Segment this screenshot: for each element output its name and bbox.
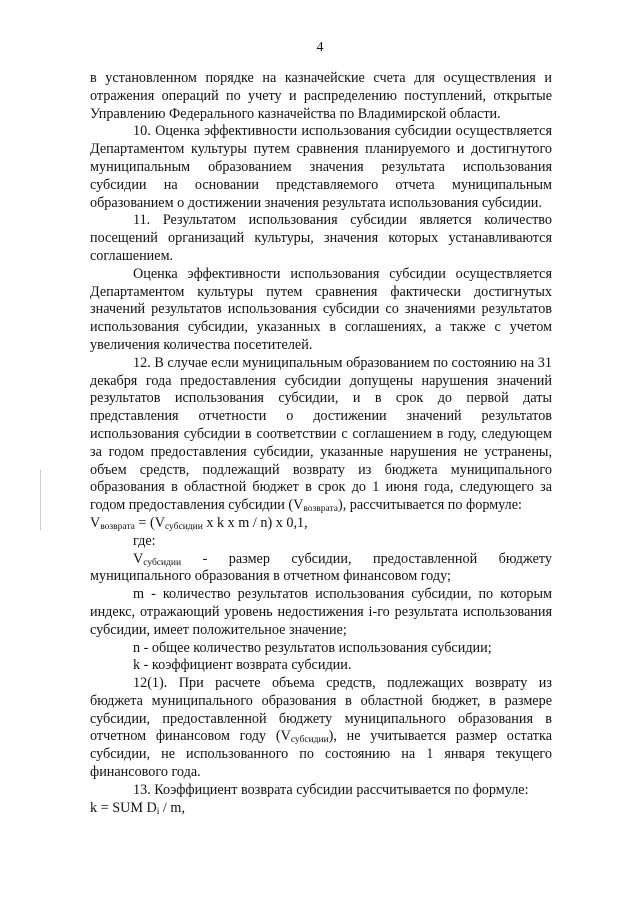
paragraph-10: 10. Оценка эффективности использования субсидии осуществляется Департаментом культуры путем сравнения планируемого и достигнутого муниципальным образованием значения результата использования субсидии на основании представляемого отчета муниципальным образованием о достижении значения результата использования субсидии. [90,123,552,211]
paragraph-evaluation: Оценка эффективности использования субсидии осуществляется Департаментом культуры путем сравнения фактически достигнутых значений результатов использования субсидии со значениями результатов использования субсидии, указанных в соглашениях, а также с учетом увеличения количества посетителей. [90,265,552,353]
definition-v [90,551,552,587]
formula-rest: х k х m / n) х 0,1, [202,514,308,531]
formula2-lhs: k = SUM D [90,799,157,816]
formula2-sub: i [156,806,160,817]
formula-coefficient [90,800,552,818]
formula-v: V [90,514,101,531]
formula-return [90,515,552,533]
definition-v-sub: субсидии [143,557,182,568]
definition-v-symbol: V [133,550,144,567]
paragraph-13: 13. Коэффициент возврата субсидии рассчитывается по формуле: [133,781,529,798]
paragraph-12-1 [90,675,552,782]
paragraph-11: 11. Результатом использования субсидии является количество посещений организаций культуры, значения которых устанавливаются соглашением. [90,212,552,264]
scan-margin-mark [40,470,41,530]
subscript-return: возврата [303,504,338,515]
paragraph-12-1-text: 12(1). При расчете объема средств, подлежащих возврату из бюджета муниципального образования в областной бюджет, в размере субсидии, предоставленной бюджету муниципального образования в отчетном финансовом году (V [90,675,552,745]
definition-k: k - коэффициент возврата субсидии. [133,657,352,674]
formula-sub-subsidy: субсидии [164,521,203,532]
formula-sub-return: возврата [100,521,135,532]
paragraph-continuation: в установленном порядке на казначейские счета для осуществления и отражения операций по учету и распределению поступлений, открытые Управлению Федерального казначейства по Владимирской области. [90,70,552,122]
paragraph-12-1-tail: ), не учитывается размер остатка субсидии, не использованного по состоянию на 1 января текущего финансового года. [90,728,552,781]
definition-m: m - количество результатов использования субсидии, по которым индекс, отражающий уровень недостижения i-го результата использования субсидии, имеет положительное значение; [90,586,552,638]
definition-v-text: - размер субсидии, предоставленной бюджету муниципального образования в отчетном финансовом году; [90,550,552,585]
paragraph-12-tail: ), рассчитывается по формуле: [337,497,522,514]
paragraph-12-1-sub: субсидии [290,735,329,746]
document-body [90,70,552,817]
page-number: 4 [316,40,324,55]
paragraph-12-text: 12. В случае если муниципальным образованием по состоянию на 31 декабря года предоставления субсидии допущены нарушения значений результатов использования субсидии, и в срок до первой даты представления отчетности о достижении значений результатов использования субсидии в соответствии с соглашением в году, следующем за годом предоставления субсидии, указанные нарушения не устранены, объем средств, подлежащий возврату из бюджета муниципального образования в областной бюджет в срок до 1 июня года, следующего за годом предоставления субсидии (V [90,354,552,514]
definition-n: n - общее количество результатов использования субсидии; [133,639,492,656]
formula2-rhs: / m, [159,799,185,816]
paragraph-12 [90,355,552,515]
formula-eq: = (V [134,514,165,531]
where-label: где: [133,532,156,549]
